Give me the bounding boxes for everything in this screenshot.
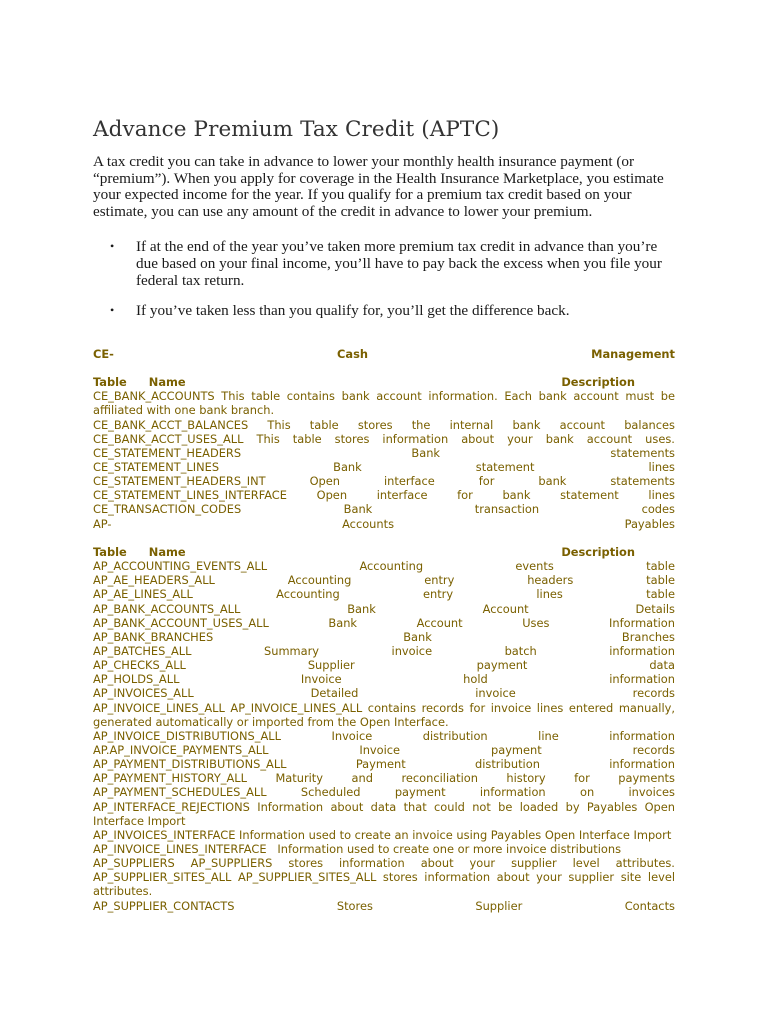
description-word: information — [609, 728, 675, 743]
table-name-cell: CE_TRANSACTION_CODES — [93, 502, 242, 517]
heading-word: Cash — [337, 347, 368, 361]
table-row — [93, 488, 675, 502]
table-row — [93, 630, 675, 644]
description-word: Bank — [328, 615, 358, 630]
description-word: Bank — [343, 502, 373, 517]
table-name-cell: AP_BATCHES_ALL — [93, 643, 192, 658]
heading-word: CE- — [93, 347, 114, 361]
bullet-text: If you’ve taken less than you qualify for, you’ll get the difference back. — [136, 302, 570, 319]
ce-rows — [93, 389, 675, 530]
column-description-label: Description — [561, 545, 635, 559]
description-word: information — [609, 643, 675, 658]
description-word: Accounting — [276, 587, 340, 602]
table-name-cell: AP_PAYMENT_DISTRIBUTIONS_ALL — [93, 757, 287, 772]
description-word: transaction — [474, 502, 540, 517]
description-word: lines — [536, 587, 563, 602]
intro-paragraph: A tax credit you can take in advance to lower your monthly health insurance payment (or “premium”). When you apply for coverage in the Health Insurance Marketplace, you estimate your expected income for the year. If you qualify for a premium tax credit based on your estimate, you can use any amount of the credit in advance to lower your premium. — [93, 153, 664, 221]
description-word: hold — [463, 672, 488, 687]
row-text: AP_SUPPLIER_SITES_ALL AP_SUPPLIER_SITES_ALL stores information about your supplier site level attributes. — [93, 870, 675, 899]
description-word: Payables — [624, 516, 675, 531]
description-word: Supplier — [475, 898, 523, 913]
bullet-list — [93, 238, 677, 332]
table-row — [93, 828, 675, 842]
table-name-cell: CE_STATEMENT_LINES — [93, 460, 220, 475]
column-name-label: Name — [148, 375, 186, 390]
table-row — [93, 602, 675, 616]
table-row — [93, 686, 675, 700]
description-word: Uses — [522, 615, 550, 630]
table-row — [93, 517, 675, 531]
description-word: information — [609, 672, 675, 687]
description-word: payment — [476, 658, 528, 673]
table-row — [93, 616, 675, 630]
description-word: Maturity — [275, 771, 324, 786]
description-word: information — [609, 757, 675, 772]
description-word: Detailed — [310, 686, 359, 701]
description-word: Scheduled — [300, 785, 361, 800]
table-row — [93, 856, 675, 870]
table-name-cell: AP_PAYMENT_SCHEDULES_ALL — [93, 785, 267, 800]
description-word: Invoice — [300, 672, 342, 687]
description-word: statements — [610, 474, 675, 489]
table-row — [93, 842, 675, 856]
table-row — [93, 502, 675, 516]
column-table-label: Table — [93, 375, 127, 390]
table-name-cell: CE_STATEMENT_HEADERS_INT — [93, 474, 266, 489]
description-word: table — [646, 559, 675, 574]
heading-word: Management — [591, 347, 675, 361]
table-name-cell: AP_AE_HEADERS_ALL — [93, 573, 215, 588]
table-name-cell: AP_INVOICE_LINES_INTERFACE Information used to create one or more invoice distributions — [93, 842, 622, 857]
table-name-cell: CE_BANK_ACCT_BALANCES — [93, 417, 249, 432]
description-word: Payment — [355, 757, 406, 772]
description-word: events — [515, 559, 554, 574]
description-word: statement — [560, 488, 619, 503]
table-row — [93, 771, 675, 785]
ap-column-header — [93, 545, 675, 559]
description-word: for — [457, 488, 473, 503]
ap-rows — [93, 559, 675, 913]
description-word: table — [646, 573, 675, 588]
ce-column-header — [93, 375, 675, 389]
description-word: records — [632, 743, 675, 757]
table-name-cell: AP_INVOICES_ALL — [93, 686, 194, 701]
description-word: Account — [482, 601, 529, 616]
column-name-group — [93, 375, 186, 389]
description-word: entry — [422, 587, 454, 602]
description-word: for — [574, 771, 590, 786]
table-row — [93, 800, 675, 828]
description-word: information — [339, 856, 405, 871]
table-row — [93, 389, 675, 417]
description-word: Information — [609, 615, 675, 630]
page-title: Advance Premium Tax Credit (APTC) — [93, 117, 500, 142]
table-row — [93, 658, 675, 672]
description-word: account — [586, 431, 633, 446]
table-name-cell: AP_SUPPLIER_CONTACTS — [93, 898, 235, 913]
description-word: lines — [648, 488, 675, 503]
description-word: Account — [416, 615, 463, 630]
table-row — [93, 785, 675, 799]
table-name-cell: AP_AE_LINES_ALL — [93, 587, 193, 602]
table-row — [93, 559, 675, 573]
description-word: payments — [618, 771, 675, 786]
description-word: invoice — [475, 686, 516, 701]
description-word: lines — [648, 460, 675, 475]
description-word: Contacts — [624, 898, 675, 913]
description-word: on — [579, 785, 595, 800]
table-name-cell: AP_CHECKS_ALL — [93, 658, 186, 673]
description-word: for — [478, 474, 495, 489]
bullet-item — [93, 302, 677, 319]
description-word: Summary — [264, 643, 320, 658]
description-word: distribution — [475, 757, 540, 772]
table-name-cell: CE_STATEMENT_HEADERS — [93, 445, 242, 460]
description-word: Branches — [621, 629, 675, 644]
description-word: line — [538, 728, 559, 743]
description-word: Details — [635, 601, 675, 616]
table-row — [93, 474, 675, 488]
table-row — [93, 701, 675, 729]
table-name-cell: CE_BANK_ACCT_USES_ALL — [93, 431, 244, 446]
description-word: supplier — [511, 856, 557, 871]
description-word: about — [461, 431, 495, 446]
description-word: Invoice — [331, 728, 373, 743]
description-word: uses. — [645, 431, 675, 446]
description-word: payment — [490, 743, 542, 757]
table-name-cell: AP- — [93, 516, 112, 531]
description-word: invoices — [628, 785, 675, 800]
description-word: reconciliation — [401, 771, 478, 786]
table-name-cell: CE_STATEMENT_LINES_INTERFACE — [93, 488, 287, 503]
column-name-group — [93, 545, 186, 559]
description-word: information — [479, 785, 546, 800]
table-row — [93, 446, 675, 460]
description-word: information — [382, 431, 449, 446]
description-word: table — [309, 417, 339, 432]
description-word: This — [267, 417, 291, 432]
description-word: records — [632, 686, 675, 701]
row-text: AP_INVOICE_LINES_ALL AP_INVOICE_LINES_ALL contains records for invoice lines entered manually, generated automatically or imported from the Open Interface. — [93, 700, 675, 729]
row-text: AP_INTERFACE_REJECTIONS Information about data that could not be loaded by Payables Open Interface Import — [93, 799, 675, 828]
spacer — [93, 361, 675, 375]
ce-section-heading — [93, 347, 675, 361]
description-word: balances — [624, 417, 675, 432]
table-name-cell: AP.AP_INVOICE_PAYMENTS_ALL — [93, 743, 269, 757]
table-row — [93, 899, 675, 913]
description-word: Invoice — [359, 743, 401, 757]
description-word: Supplier — [307, 658, 355, 673]
description-word: entry — [424, 573, 455, 588]
description-word: your — [507, 431, 533, 446]
description-word: data — [649, 658, 675, 673]
description-word: stores — [334, 431, 370, 446]
description-word: interface — [376, 488, 428, 503]
description-word: distribution — [422, 728, 488, 743]
table-row — [93, 460, 675, 474]
description-word: Bank — [411, 445, 441, 460]
table-row — [93, 743, 675, 757]
bullet-icon: • — [110, 239, 115, 253]
table-name-cell: AP_HOLDS_ALL — [93, 672, 180, 687]
description-word: bank — [512, 417, 541, 432]
description-word: stores — [357, 417, 393, 432]
table-name-cell: AP_BANK_ACCOUNTS_ALL — [93, 601, 241, 616]
description-word: account — [559, 417, 606, 432]
column-name-label: Name — [148, 545, 186, 559]
description-word: invoice — [391, 643, 433, 658]
column-description-label: Description — [561, 375, 635, 390]
table-name-cell: AP_SUPPLIERS — [93, 856, 175, 871]
description-word: and — [351, 771, 373, 786]
description-word: Open — [316, 488, 348, 503]
description-word: internal — [449, 417, 494, 432]
description-word: attributes. — [615, 856, 675, 871]
description-word: table — [646, 587, 675, 602]
bullet-item — [93, 238, 677, 289]
description-word: codes — [641, 502, 675, 517]
row-text: AP_INVOICES_INTERFACE Information used to create an invoice using Payables Open Interface Import — [93, 827, 672, 842]
table-row — [93, 757, 675, 771]
description-word: Open — [309, 474, 341, 489]
description-word: statements — [610, 445, 675, 460]
description-word: the — [411, 417, 431, 432]
table-name-cell: AP_BANK_ACCOUNT_USES_ALL — [93, 615, 269, 630]
table-name-cell: AP_INVOICE_DISTRIBUTIONS_ALL — [93, 728, 281, 743]
ce-table-section — [93, 347, 675, 531]
ap-table-section — [93, 545, 675, 913]
row-text: CE_BANK_ACCOUNTS This table contains bank account information. Each bank account must be affiliated with one bank branch. — [93, 389, 675, 418]
description-word: about — [420, 856, 454, 871]
table-row — [93, 870, 675, 898]
table-name-cell: AP_BANK_BRANCHES — [93, 629, 214, 644]
table-row — [93, 587, 675, 601]
description-word: payment — [394, 785, 446, 800]
description-word: Accounting — [287, 573, 352, 588]
table-row — [93, 672, 675, 686]
description-word: interface — [383, 474, 435, 489]
bullet-text: If at the end of the year you’ve taken more premium tax credit in advance than you’re due based on your final income, you’ll have to pay back the excess when you file your federal tax return. — [136, 238, 662, 289]
table-row — [93, 644, 675, 658]
description-word: table — [292, 431, 322, 446]
table-row — [93, 432, 675, 446]
description-word: Accounts — [342, 516, 395, 531]
description-word: bank — [545, 431, 574, 446]
column-table-label: Table — [93, 545, 127, 559]
description-word: bank — [502, 488, 531, 503]
table-row — [93, 418, 675, 432]
description-word: statement — [475, 460, 535, 475]
table-name-cell: AP_ACCOUNTING_EVENTS_ALL — [93, 559, 268, 574]
table-name-cell: AP_PAYMENT_HISTORY_ALL — [93, 771, 247, 786]
description-word: history — [506, 771, 546, 786]
description-word: headers — [527, 573, 574, 588]
description-word: Accounting — [359, 559, 424, 574]
description-word: This — [256, 431, 280, 446]
description-word: stores — [288, 856, 324, 871]
description-word: Bank — [333, 460, 362, 475]
description-word: Stores — [336, 898, 373, 913]
description-word: bank — [538, 474, 567, 489]
description-word: AP_SUPPLIERS — [190, 856, 273, 871]
table-row — [93, 729, 675, 743]
description-word: Bank — [347, 601, 376, 616]
description-word: batch — [504, 643, 537, 658]
description-word: level — [572, 856, 600, 871]
description-word: your — [469, 856, 496, 871]
bullet-icon: • — [110, 303, 115, 317]
description-word: Bank — [403, 629, 432, 644]
table-row — [93, 573, 675, 587]
